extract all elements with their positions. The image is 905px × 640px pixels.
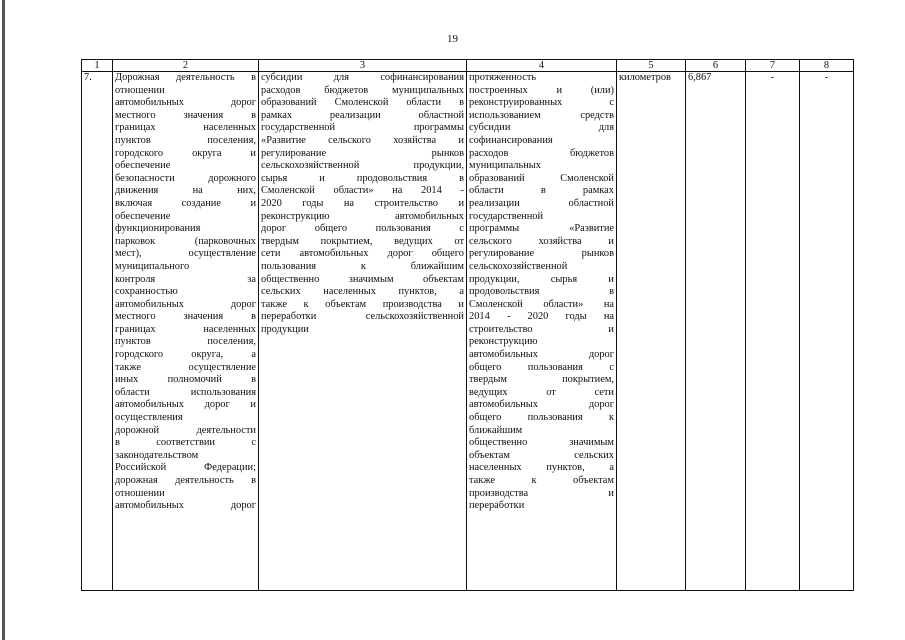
column-8-cell: - xyxy=(800,72,854,591)
col2-text-line: движения на них, xyxy=(115,185,256,197)
col3-text-line: сырья и продовольствия в xyxy=(261,172,464,184)
header-cell-5: 5 xyxy=(617,60,686,72)
col2-text-line: автомобильных дорог xyxy=(115,298,256,310)
col4-text-line: Смоленской области» на xyxy=(469,298,614,310)
col2-text-line: Российской Федерации; xyxy=(115,462,256,474)
header-cell-3: 3 xyxy=(259,60,467,72)
row-number-cell: 7. xyxy=(82,72,113,591)
col3-text-line: расходов бюджетов муниципальных xyxy=(261,84,464,96)
col2-text-line: автомобильных дорог xyxy=(115,500,256,512)
col4-text-line: общего пользования к xyxy=(469,412,614,424)
header-cell-1: 1 xyxy=(82,60,113,72)
col4-text-line: строительство и xyxy=(469,323,614,335)
col2-text-line: границах населенных xyxy=(115,122,256,134)
col2-text-line: функционирования xyxy=(115,223,201,235)
col4-text-line: сельского хозяйства и xyxy=(469,235,614,247)
col3-text-line: рамках реализации областной xyxy=(261,109,464,121)
col4-text-line: образований Смоленской xyxy=(469,172,614,184)
scan-left-edge xyxy=(2,0,5,640)
col4-text-line: реконструкцию xyxy=(469,336,538,348)
col4-text-line: регулирование рынков xyxy=(469,248,614,260)
col2-text-line: также осуществление xyxy=(115,361,256,373)
col4-text-line: софинансирования xyxy=(469,134,553,146)
col4-text-line: субсидии для xyxy=(469,122,614,134)
col2-text-line: включая создание и xyxy=(115,197,256,209)
col2-text-line: иных полномочий в xyxy=(115,374,256,386)
col4-text-line: реализации областной xyxy=(469,197,614,209)
col2-text-line: городского округа, а xyxy=(115,349,256,361)
col2-text-line: отношении xyxy=(115,84,165,96)
col2-text-line: обеспечение xyxy=(115,210,171,222)
col2-text-line: дорожная деятельность в xyxy=(115,475,256,486)
col2-text-line: области использования xyxy=(115,386,256,398)
col2-text-line: пунктов поселения, xyxy=(115,336,256,348)
col3-text-line: государственной программы xyxy=(261,122,464,134)
col4-text-line: государственной xyxy=(469,210,544,222)
col4-text-line: области в рамках xyxy=(469,185,614,197)
col4-text-line: твердым покрытием, xyxy=(469,374,614,386)
col2-text-line: автомобильных дорог и xyxy=(115,399,256,411)
indicator-cell xyxy=(467,72,617,591)
col2-text-line: дорожной деятельности xyxy=(115,424,256,436)
col4-text-line: объектам сельских xyxy=(469,449,614,461)
col2-text-line: городского округа и xyxy=(115,147,256,159)
unit-cell: километров xyxy=(617,72,686,591)
col3-text-line: дорог общего пользования с xyxy=(261,223,464,235)
col4-text-line: муниципальных xyxy=(469,160,541,172)
header-cell-8: 8 xyxy=(800,60,854,72)
col3-text-line: образований Смоленской области в xyxy=(261,97,464,109)
col3-text-line: переработки сельскохозяйственной xyxy=(261,311,464,323)
col2-text-line: парковок (парковочных xyxy=(115,235,256,247)
col4-text-line: также к объектам xyxy=(469,475,614,486)
col4-text-line: производства и xyxy=(469,487,614,499)
col2-text-line: мест), осуществление xyxy=(115,248,256,260)
col3-text-line: Смоленской области» на 2014 - xyxy=(261,185,464,197)
col3-text-line: «Развитие сельского хозяйства и xyxy=(261,134,464,146)
col2-text-line: Дорожная деятельность в xyxy=(115,72,256,83)
col3-text-line: также к объектам производства и xyxy=(261,298,464,310)
col2-text-line: законодательством xyxy=(115,449,199,461)
document-table xyxy=(81,59,854,591)
value-cell: 6,867 xyxy=(686,72,746,591)
col4-text-line: сельскохозяйственной xyxy=(469,260,568,272)
col3-text-line: субсидии для софинансирования xyxy=(261,72,464,83)
col4-text-line: продовольствия в xyxy=(469,286,614,298)
col2-text-line: сохранностью xyxy=(115,286,178,298)
col2-text-line: пунктов поселения, xyxy=(115,134,256,146)
col4-text-line: реконструированных с xyxy=(469,97,614,109)
col4-text-line: переработки xyxy=(469,500,525,512)
col3-text-line: сети автомобильных дорог общего xyxy=(261,248,464,260)
col3-text-line: реконструкцию автомобильных xyxy=(261,210,464,222)
col3-text-line: сельскохозяйственной продукции, xyxy=(261,160,464,172)
col4-text-line: использованием средств xyxy=(469,109,614,121)
col2-text-line: обеспечение xyxy=(115,160,171,172)
col4-text-line: расходов бюджетов xyxy=(469,147,614,159)
column-7-cell: - xyxy=(746,72,800,591)
col4-text-line: населенных пунктов, а xyxy=(469,462,614,474)
col2-text-line: отношении xyxy=(115,487,165,499)
col2-text-line: местного значения в xyxy=(115,109,256,121)
col4-text-line: программы «Развитие xyxy=(469,223,614,235)
col2-text-line: границах населенных xyxy=(115,323,256,335)
header-cell-7: 7 xyxy=(746,60,800,72)
col4-text-line: общего пользования с xyxy=(469,361,614,373)
col3-text-line: сельских населенных пунктов, а xyxy=(261,286,464,298)
col2-text-line: контроля за xyxy=(115,273,256,285)
col2-text-line: автомобильных дорог xyxy=(115,97,256,109)
col4-text-line: автомобильных дорог xyxy=(469,349,614,361)
col3-text-line: общественно значимым объектам xyxy=(261,273,464,285)
header-cell-6: 6 xyxy=(686,60,746,72)
col4-text-line: общественно значимым xyxy=(469,437,614,449)
col2-text-line: осуществления xyxy=(115,412,183,424)
col2-text-line: местного значения в xyxy=(115,311,256,323)
col4-text-line: протяженность xyxy=(469,72,537,83)
col3-text-line: твердым покрытием, ведущих от xyxy=(261,235,464,247)
col4-text-line: ближайшим xyxy=(469,424,523,436)
subsidy-cell xyxy=(259,72,467,591)
col3-text-line: регулирование рынков xyxy=(261,147,464,159)
col3-text-line: продукции xyxy=(261,323,309,335)
header-cell-4: 4 xyxy=(467,60,617,72)
table-row xyxy=(82,72,854,591)
col2-text-line: безопасности дорожного xyxy=(115,172,256,184)
col3-text-line: пользования к ближайшим xyxy=(261,260,464,272)
header-cell-2: 2 xyxy=(113,60,259,72)
col3-text-line: 2020 годы на строительство и xyxy=(261,197,464,209)
col4-text-line: продукции, сырья и xyxy=(469,273,614,285)
col4-text-line: построенных и (или) xyxy=(469,84,614,96)
page-number: 19 xyxy=(447,33,458,45)
col4-text-line: автомобильных дорог xyxy=(469,399,614,411)
col2-text-line: муниципального xyxy=(115,260,190,272)
header-row xyxy=(82,60,854,72)
col4-text-line: 2014 - 2020 годы на xyxy=(469,311,614,323)
col4-text-line: ведущих от сети xyxy=(469,386,614,398)
activity-cell xyxy=(113,72,259,591)
col2-text-line: в соответствии с xyxy=(115,437,256,449)
